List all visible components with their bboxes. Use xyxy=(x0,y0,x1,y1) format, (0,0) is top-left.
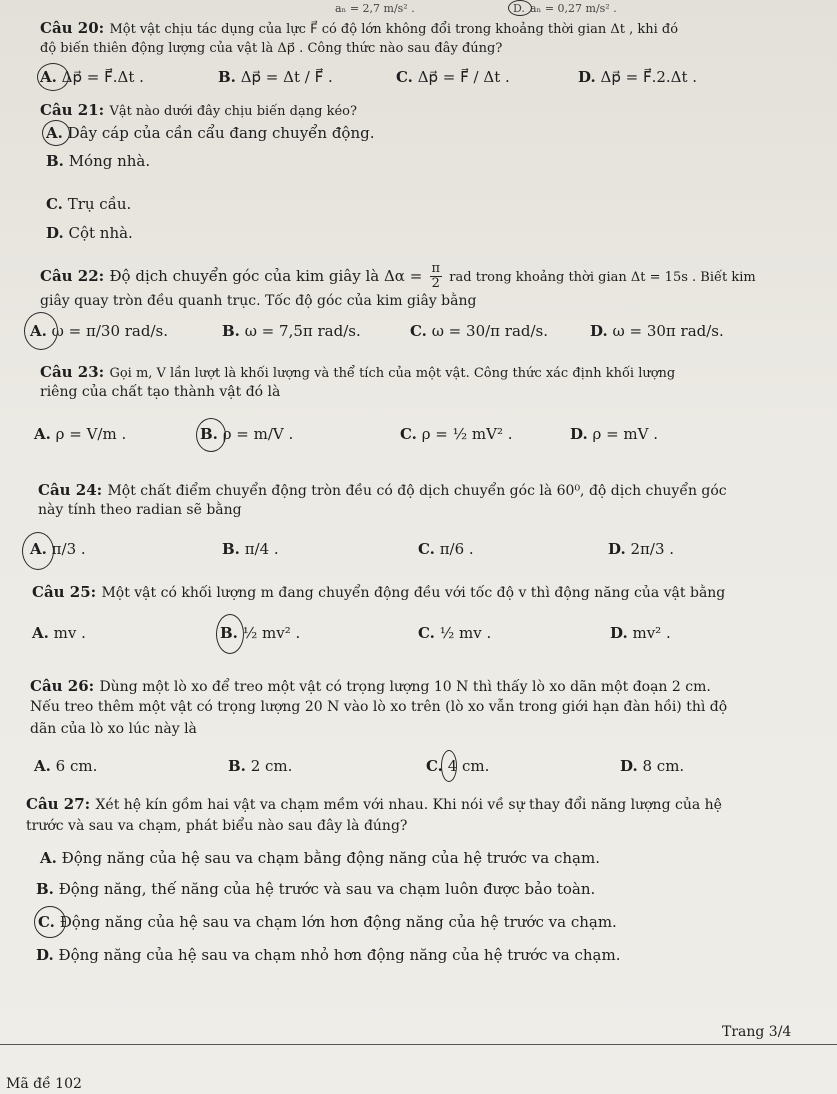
option-label: A. xyxy=(32,624,49,642)
question-number: Câu 26: xyxy=(30,677,95,695)
option-value: Động năng của hệ sau va chạm lớn hơn động năng của hệ trước va chạm. xyxy=(59,913,617,931)
option-value: ω = 30/π rad/s. xyxy=(431,322,549,340)
question-21 xyxy=(40,101,357,119)
option-value: 2 cm. xyxy=(250,757,293,775)
exam-code: Mã đề 102 xyxy=(6,1076,82,1092)
option-value: Động năng của hệ sau va chạm nhỏ hơn động năng của hệ trước va chạm. xyxy=(58,946,621,964)
question-number: Câu 20: xyxy=(40,19,105,37)
option-value: ω = π/30 rad/s. xyxy=(51,322,168,340)
question-20 xyxy=(40,19,678,37)
option-label: D. xyxy=(570,425,588,443)
q26-option-d[interactable] xyxy=(620,757,684,775)
option-label: B. xyxy=(200,425,218,443)
q22-option-b[interactable] xyxy=(222,322,361,340)
option-label: D. xyxy=(620,757,638,775)
q22-option-c[interactable] xyxy=(410,322,548,340)
option-label: A. xyxy=(34,425,51,443)
q20-option-c[interactable] xyxy=(396,68,510,86)
option-value: ω = 30π rad/s. xyxy=(612,322,724,340)
question-23-text-line2: riêng của chất tạo thành vật đó là xyxy=(40,384,281,400)
option-label: A. xyxy=(40,68,57,86)
option-value: ½ mv² . xyxy=(242,624,301,642)
option-label: A. xyxy=(46,124,63,142)
option-label: D. xyxy=(590,322,608,340)
question-number: Câu 23: xyxy=(40,363,105,381)
answer-mark-circle xyxy=(441,750,457,782)
question-26-text-line3: dãn của lò xo lúc này là xyxy=(30,721,197,737)
option-value: 6 cm. xyxy=(55,757,98,775)
q26-option-b[interactable] xyxy=(228,757,292,775)
question-number: Câu 22: xyxy=(40,266,105,285)
option-value: Móng nhà. xyxy=(68,152,151,170)
q27-option-d[interactable] xyxy=(36,946,620,964)
question-text-cont: rad trong khoảng thời gian Δt = 15s . Biết kim xyxy=(449,269,756,285)
option-value: Động năng, thế năng của hệ trước và sau va chạm luôn được bảo toàn. xyxy=(58,880,596,898)
option-label: C. xyxy=(418,624,435,642)
option-value: Dây cáp của cần cẩu đang chuyển động. xyxy=(67,124,375,142)
q23-option-c[interactable] xyxy=(400,425,513,443)
answer-mark-circle xyxy=(42,120,70,146)
q27-option-c[interactable] xyxy=(38,913,617,931)
question-27-text-line2: trước và sau va chạm, phát biểu nào sau đây là đúng? xyxy=(26,818,408,834)
option-value: mv² . xyxy=(632,624,671,642)
option-value: π/6 . xyxy=(439,540,474,558)
question-text: Một chất điểm chuyển động tròn đều có độ dịch chuyển góc là 60⁰, độ dịch chuyển góc xyxy=(107,483,727,499)
option-label: C. xyxy=(396,68,413,86)
q27-option-a[interactable] xyxy=(40,849,600,867)
question-22 xyxy=(40,262,756,292)
option-label: B. xyxy=(222,322,240,340)
option-label: C. xyxy=(400,425,417,443)
question-text: Xét hệ kín gồm hai vật va chạm mềm với nhau. Khi nói về sự thay đổi năng lượng của hệ xyxy=(95,797,722,813)
q26-option-a[interactable] xyxy=(34,757,97,775)
option-value: Δp⃗ = F⃗ / Δt . xyxy=(417,68,510,86)
option-value: ω = 7,5π rad/s. xyxy=(244,322,361,340)
option-value: mv . xyxy=(53,624,86,642)
question-25 xyxy=(32,583,725,601)
question-20-text-line2: độ biến thiên động lượng của vật là Δp⃗ . Công thức nào sau đây đúng? xyxy=(40,41,503,56)
answer-mark-circle xyxy=(37,63,69,91)
answer-mark-circle xyxy=(216,614,244,654)
option-label: A. xyxy=(30,322,47,340)
question-text: Một vật có khối lượng m đang chuyển động đều với tốc độ v thì động năng của vật bằng xyxy=(101,585,726,601)
question-text: Gọi m, V lần lượt là khối lượng và thể tích của một vật. Công thức xác định khối lượng xyxy=(109,366,676,381)
question-26 xyxy=(30,677,711,695)
q24-option-c[interactable] xyxy=(418,540,474,558)
option-value: π/4 . xyxy=(244,540,279,558)
answer-mark-circle xyxy=(196,418,226,452)
option-value: Δp⃗ = Δt / F⃗ . xyxy=(240,68,333,86)
page-number: Trang 3/4 xyxy=(722,1024,792,1040)
option-label: C. xyxy=(426,757,443,775)
q27-option-b[interactable] xyxy=(36,880,595,898)
option-value: ρ = m/V . xyxy=(222,425,294,443)
q22-option-d[interactable] xyxy=(590,322,724,340)
option-label: B. xyxy=(228,757,246,775)
option-label: C. xyxy=(410,322,427,340)
fraction-denominator: 2 xyxy=(431,276,440,292)
option-label: C. xyxy=(46,195,63,213)
q20-option-b[interactable] xyxy=(218,68,333,86)
option-value: Động năng của hệ sau va chạm bằng động năng của hệ trước va chạm. xyxy=(61,849,600,867)
option-label: B. xyxy=(46,152,64,170)
q26-option-c[interactable] xyxy=(426,757,489,775)
question-24 xyxy=(38,481,727,499)
option-value: Δp⃗ = F⃗.Δt . xyxy=(61,68,144,86)
q25-option-a[interactable] xyxy=(32,624,86,642)
q21-option-d[interactable] xyxy=(46,224,133,242)
question-number: Câu 21: xyxy=(40,101,105,119)
question-24-text-line2: này tính theo radian sẽ bằng xyxy=(38,502,242,518)
q24-option-b[interactable] xyxy=(222,540,279,558)
option-label: B. xyxy=(222,540,240,558)
answer-mark-circle xyxy=(24,312,58,350)
option-value: 8 cm. xyxy=(642,757,685,775)
prev-option-d-value: aₙ = 0,27 m/s² . xyxy=(530,2,617,15)
option-label: D. xyxy=(46,224,64,242)
option-value: Trụ cầu. xyxy=(67,195,132,213)
option-label: A. xyxy=(30,540,47,558)
option-label: B. xyxy=(36,880,54,898)
option-label: D. xyxy=(36,946,54,964)
q21-option-b[interactable] xyxy=(46,152,150,170)
option-label: B. xyxy=(218,68,236,86)
question-22-text-line2: giây quay tròn đều quanh trục. Tốc độ góc của kim giây bằng xyxy=(40,293,477,309)
option-label: D. xyxy=(610,624,628,642)
q20-option-d[interactable] xyxy=(578,68,697,86)
option-value: Δp⃗ = F⃗.2.Δt . xyxy=(600,68,698,86)
answer-mark-circle xyxy=(22,532,54,570)
option-value: ρ = ½ mV² . xyxy=(421,425,513,443)
option-value: ½ mv . xyxy=(439,624,492,642)
option-label: C. xyxy=(418,540,435,558)
question-26-text-line2: Nếu treo thêm một vật có trọng lượng 20 N vào lò xo trên (lò xo vẫn trong giới hạn đàn hồi) thì độ xyxy=(30,699,728,715)
option-label: D. xyxy=(608,540,626,558)
q23-option-a[interactable] xyxy=(34,425,126,443)
question-text: Vật nào dưới đây chịu biến dạng kéo? xyxy=(109,104,357,119)
option-label: A. xyxy=(34,757,51,775)
option-label: C. xyxy=(38,913,55,931)
option-value: 2π/3 . xyxy=(630,540,675,558)
option-value: Cột nhà. xyxy=(68,224,133,242)
answer-mark-circle xyxy=(508,0,532,16)
question-23 xyxy=(40,363,675,381)
option-label: D. xyxy=(578,68,596,86)
question-text: Một vật chịu tác dụng của lực F⃗ có độ lớn không đổi trong khoảng thời gian Δt , khi đó xyxy=(109,22,679,37)
q21-option-a[interactable] xyxy=(46,124,375,142)
footer-rule xyxy=(0,1044,837,1045)
q24-option-d[interactable] xyxy=(608,540,674,558)
option-label: A. xyxy=(40,849,57,867)
fraction-numerator: π xyxy=(431,261,441,276)
question-27 xyxy=(26,795,722,813)
option-value: π/3 . xyxy=(51,540,86,558)
option-label: B. xyxy=(220,624,238,642)
option-value: ρ = V/m . xyxy=(55,425,127,443)
prev-option-c-value: aₙ = 2,7 m/s² . xyxy=(335,2,415,15)
q25-option-c[interactable] xyxy=(418,624,491,642)
question-number: Câu 25: xyxy=(32,583,97,601)
q25-option-d[interactable] xyxy=(610,624,671,642)
prev-option-d-label: D. xyxy=(513,2,525,15)
fraction xyxy=(430,262,443,292)
question-number: Câu 27: xyxy=(26,795,91,813)
q21-option-c[interactable] xyxy=(46,195,131,213)
answer-mark-circle xyxy=(34,906,66,938)
q23-option-d[interactable] xyxy=(570,425,658,443)
option-value: 4 cm. xyxy=(447,757,490,775)
question-number: Câu 24: xyxy=(38,481,103,499)
option-value: ρ = mV . xyxy=(592,425,658,443)
question-text: Độ dịch chuyển góc của kim giây là Δα = xyxy=(109,266,423,285)
question-text: Dùng một lò xo để treo một vật có trọng lượng 10 N thì thấy lò xo dãn một đoạn 2 cm. xyxy=(99,679,711,695)
